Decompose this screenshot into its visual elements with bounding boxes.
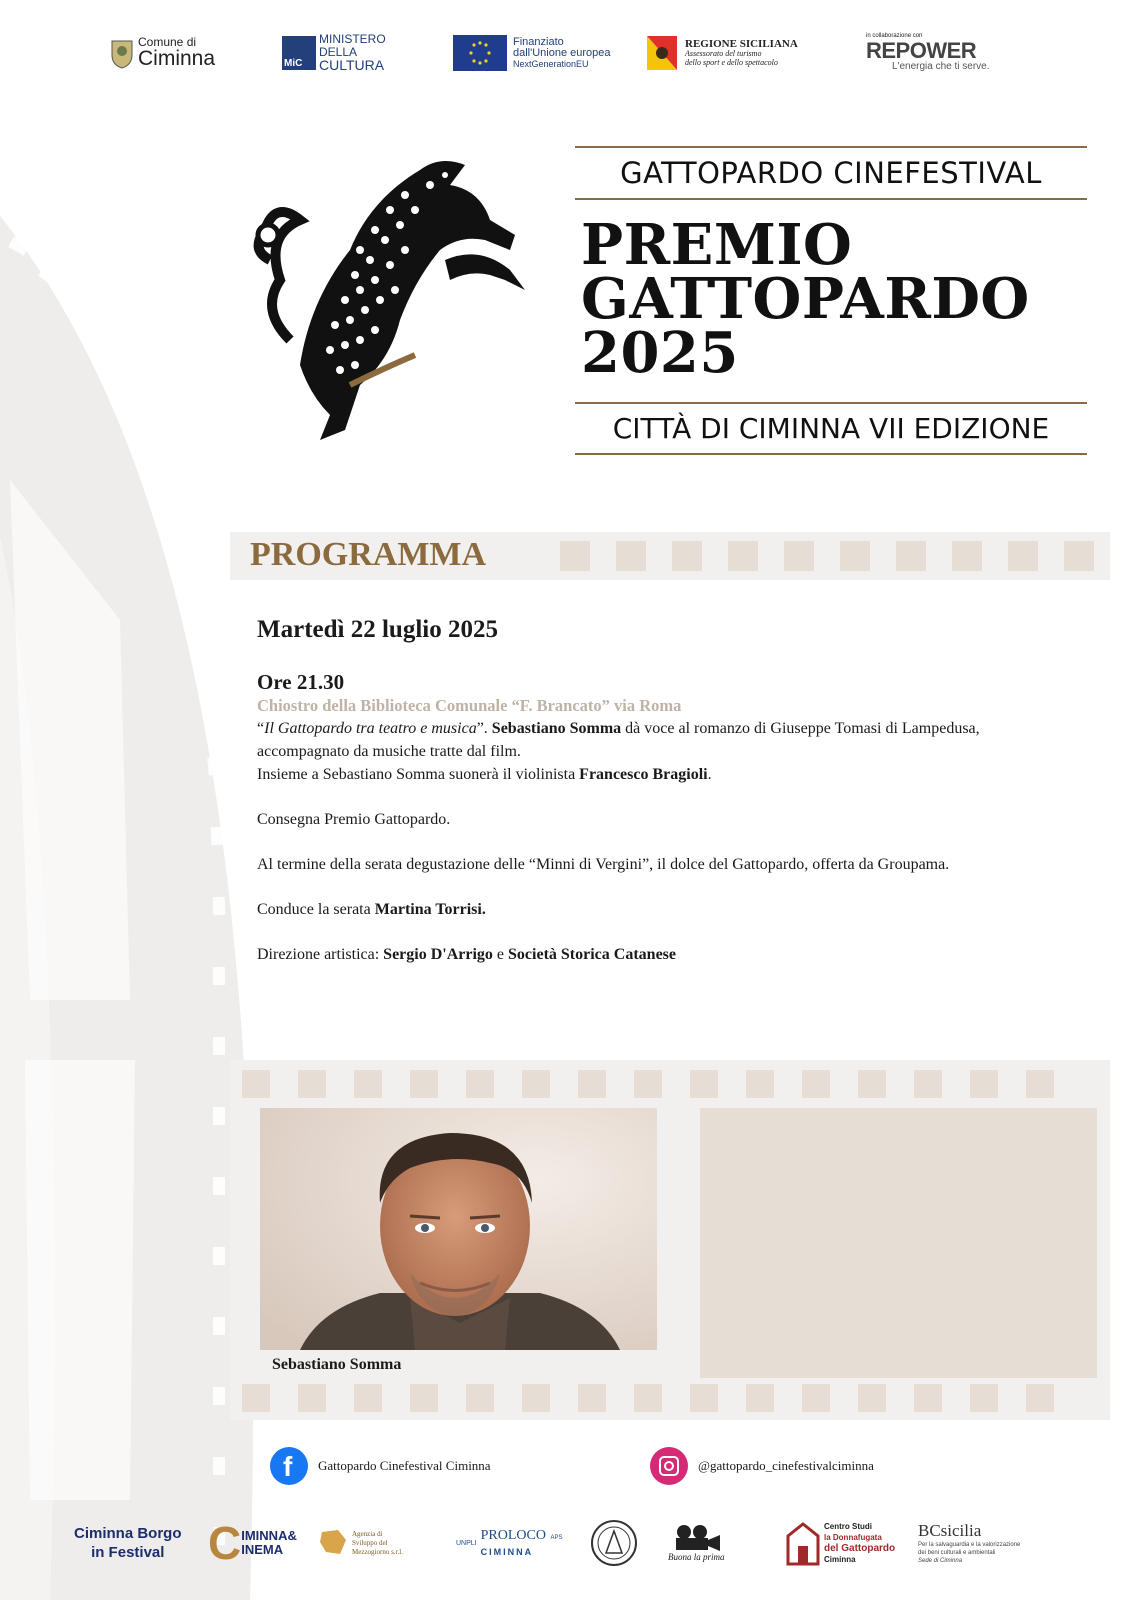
premio-line2: GATTOPARDO <box>581 266 1030 332</box>
film-hole <box>466 1384 494 1412</box>
violinist-intro: Insieme a Sebastiano Somma suonerà il violinista <box>257 766 580 783</box>
film-hole <box>690 1070 718 1098</box>
eu-line2: dall'Unione europea <box>513 47 611 60</box>
header-rule-2 <box>575 198 1087 200</box>
event-date: Martedì 22 luglio 2025 <box>257 616 498 643</box>
film-hole <box>410 1384 438 1412</box>
seal-icon <box>590 1519 638 1567</box>
top-logo-bar <box>110 28 1020 78</box>
film-hole <box>802 1384 830 1412</box>
logo-ministero-cultura <box>282 28 386 78</box>
ciminna-crest-icon <box>110 37 134 69</box>
film-hole <box>616 541 646 571</box>
show-description: dà voce al romanzo di Giuseppe Tomasi di Lampedusa, accompagnato da musiche tratte dal film. <box>257 720 980 760</box>
agenzia-map-icon <box>318 1528 350 1558</box>
violinist-name: Francesco Bragioli <box>579 766 708 783</box>
logo-pro-loco <box>456 1508 562 1578</box>
sponsor-logos <box>70 1508 1060 1578</box>
repower-brand: REPOWER <box>866 38 977 64</box>
facebook-link[interactable] <box>270 1446 491 1486</box>
film-hole <box>578 1070 606 1098</box>
show-title: Il Gattopardo tra teatro e musica <box>264 720 477 737</box>
eu-line3: NextGenerationEU <box>513 58 589 69</box>
eu-flag-icon <box>453 35 507 71</box>
regione-line3: dello sport e dello spettacolo <box>685 57 778 67</box>
logo-seal <box>590 1508 638 1578</box>
regione-line1: REGIONE SICILIANA <box>685 37 798 50</box>
bcsicilia-line2: dei beni culturali e ambientali <box>918 1550 996 1556</box>
instagram-link[interactable] <box>650 1446 874 1486</box>
violinist-end: . <box>707 766 712 783</box>
ministero-line1: MINISTERO <box>319 32 386 47</box>
film-hole <box>746 1070 774 1098</box>
programma-strip <box>230 532 1110 580</box>
logo-agenzia-sviluppo <box>318 1508 403 1578</box>
performer-name: Sebastiano Somma <box>491 720 622 737</box>
empty-photo-frame <box>700 1108 1097 1378</box>
unpli-label: UNPLI <box>456 1539 477 1547</box>
film-hole <box>298 1070 326 1098</box>
film-hole <box>784 541 814 571</box>
repower-tagline: L'energia che ti serve. <box>892 61 990 73</box>
borgo-line1: Ciminna Borgo <box>74 1525 182 1542</box>
portrait-photo <box>260 1108 657 1350</box>
film-hole <box>354 1384 382 1412</box>
programma-title: PROGRAMMA <box>250 536 487 573</box>
film-hole <box>578 1384 606 1412</box>
cinema-c-letter: C <box>208 1517 242 1569</box>
paragraph-tasting: Al termine della serata degustazione delle “Minni di Vergini”, il dolce del Gattopardo, offerta da Groupama. <box>257 856 950 873</box>
eu-line1: Finanziato <box>513 35 564 48</box>
bcsicilia-brand: BCsicilia <box>918 1521 982 1540</box>
header-titles <box>575 146 1087 455</box>
cinema-line2: INEMA <box>241 1542 284 1557</box>
logo-comune-ciminna <box>110 28 215 78</box>
logo-regione-siciliana <box>647 28 798 78</box>
agenzia-line3: Mezzogiorno s.r.l. <box>352 1547 403 1556</box>
film-hole <box>634 1384 662 1412</box>
ministero-line2: DELLA <box>319 44 358 59</box>
film-hole <box>896 541 926 571</box>
facebook-label: Gattopardo Cinefestival Ciminna <box>318 1458 491 1473</box>
photo-caption: Sebastiano Somma <box>272 1356 402 1373</box>
direction-intro: Direzione artistica: <box>257 946 384 963</box>
bcsicilia-line1: Per la salvaguardia e la valorizzazione <box>918 1542 1021 1548</box>
close-quote: ”. <box>476 720 492 737</box>
ciminna-line2: Ciminna <box>138 47 216 71</box>
film-hole <box>746 1384 774 1412</box>
film-hole <box>802 1070 830 1098</box>
film-hole <box>466 1070 494 1098</box>
instagram-icon <box>650 1447 688 1485</box>
film-hole <box>970 1070 998 1098</box>
agenzia-line1: Agenzia di <box>352 1529 383 1538</box>
ciminna-line1: Comune di <box>138 34 197 49</box>
film-hole <box>858 1070 886 1098</box>
open-quote: “ <box>257 720 265 737</box>
film-hole <box>522 1070 550 1098</box>
citta-edizione: CITTÀ DI CIMINNA VII EDIZIONE <box>612 412 1050 445</box>
film-hole <box>840 541 870 571</box>
film-hole <box>634 1070 662 1098</box>
logo-unione-europea <box>453 28 611 78</box>
film-hole <box>690 1384 718 1412</box>
cinema-line1: IMINNA& <box>241 1528 297 1543</box>
direction-and: e <box>492 946 509 963</box>
film-hole <box>354 1070 382 1098</box>
centro-line1: Centro Studi <box>824 1522 872 1531</box>
paragraph-award: Consegna Premio Gattopardo. <box>257 811 451 828</box>
centro-studi-building-icon <box>784 1520 822 1566</box>
event-venue: Chiostro della Biblioteca Comunale “F. Brancato” via Roma <box>257 696 682 715</box>
mic-badge <box>282 36 316 70</box>
borgo-line2: in Festival <box>91 1544 165 1561</box>
host-intro: Conduce la serata <box>257 901 375 918</box>
agenzia-line2: Sviluppo del <box>352 1538 388 1547</box>
proloco-line1: PROLOCO <box>480 1527 546 1543</box>
bcsicilia-line3: Sede di Ciminna <box>918 1558 963 1564</box>
film-hole <box>522 1384 550 1412</box>
logo-bcsicilia <box>918 1508 1020 1578</box>
film-hole <box>672 541 702 571</box>
film-hole <box>1026 1070 1054 1098</box>
film-hole <box>914 1384 942 1412</box>
centro-line3: del Gattopardo <box>824 1543 896 1554</box>
regione-line2: Assessorato del turismo <box>685 49 762 59</box>
paragraph-direction <box>257 943 997 966</box>
film-hole <box>298 1384 326 1412</box>
repower-pre: in collaborazione con <box>866 33 923 40</box>
event-time: Ore 21.30 <box>257 670 345 694</box>
centro-line4: Ciminna <box>824 1555 856 1564</box>
film-hole <box>410 1070 438 1098</box>
paragraph-show <box>257 717 997 763</box>
portrait-image <box>260 1108 657 1350</box>
host-name: Martina Torrisi. <box>374 901 486 918</box>
film-hole <box>914 1070 942 1098</box>
facebook-icon: f <box>270 1447 308 1485</box>
proloco-line2: CIMINNA <box>480 1546 534 1557</box>
logo-ciminna-cinema <box>208 1508 297 1578</box>
paragraph-violinist <box>257 763 997 786</box>
festival-name: GATTOPARDO CINEFESTIVAL <box>620 156 1042 190</box>
film-hole <box>560 541 590 571</box>
film-hole <box>1008 541 1038 571</box>
film-hole <box>728 541 758 571</box>
logo-buona-la-prima <box>668 1508 725 1578</box>
film-hole <box>242 1384 270 1412</box>
film-hole <box>242 1070 270 1098</box>
society-name: Società Storica Catanese <box>508 946 676 963</box>
logo-centro-studi <box>784 1508 895 1578</box>
film-hole <box>952 541 982 571</box>
centro-line2: la Donnafugata <box>824 1533 882 1542</box>
director-name: Sergio D'Arrigo <box>383 946 493 963</box>
premio-line1: PREMIO <box>581 212 853 278</box>
ministero-line3: CULTURA <box>319 57 385 74</box>
paragraph-host <box>257 898 997 921</box>
trinacria-icon <box>647 36 677 70</box>
logo-ciminna-borgo <box>74 1508 182 1578</box>
film-hole <box>1026 1384 1054 1412</box>
header-rule-bottom <box>575 453 1087 455</box>
buona-label: Buona la prima <box>668 1552 725 1562</box>
gattopardo-leopard-icon <box>240 140 540 450</box>
instagram-label: @gattopardo_cinefestivalciminna <box>698 1458 874 1473</box>
logo-repower <box>866 28 990 78</box>
mic-badge-text: MiC <box>284 58 303 69</box>
program-content <box>257 618 997 966</box>
film-hole <box>970 1384 998 1412</box>
film-camera-icon <box>668 1524 724 1552</box>
premio-line3: 2025 <box>581 320 739 386</box>
proloco-aps: APS <box>550 1534 563 1541</box>
film-hole <box>858 1384 886 1412</box>
premio-title <box>581 212 1087 386</box>
film-hole <box>1064 541 1094 571</box>
